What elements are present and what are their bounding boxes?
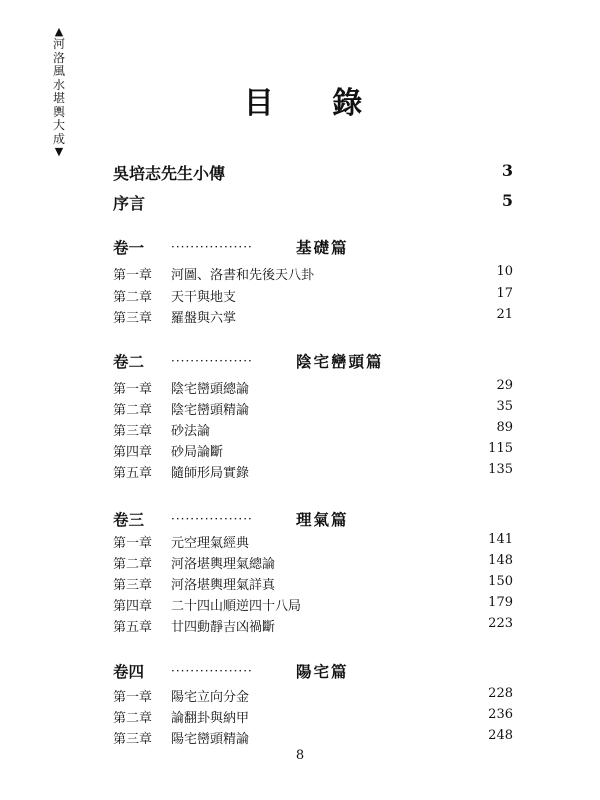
side-title-char: 大: [52, 118, 65, 132]
side-title-char: 成: [52, 131, 65, 146]
chapter-title: 陰宅巒頭精論: [171, 403, 250, 418]
chapter-title: 論翻卦與納甲: [171, 711, 250, 726]
chapter-title: 陰宅巒頭總論: [171, 382, 250, 397]
entry-page: 3: [501, 161, 513, 180]
chapter-row[interactable]: [113, 441, 513, 460]
leader-dots: ·················: [171, 354, 253, 368]
chapter-row[interactable]: [113, 378, 513, 397]
side-title-char: 河: [52, 37, 65, 51]
chapter-row[interactable]: [113, 553, 513, 572]
chapter-number: 第五章: [113, 466, 153, 481]
volume-label: 卷一: [113, 238, 145, 257]
leader-dots: ·················: [171, 240, 253, 254]
side-title-char: 堪: [52, 91, 65, 105]
entry-page: 5: [501, 191, 513, 210]
chapter-row[interactable]: [113, 595, 513, 614]
chapter-title: 河洛堪輿理氣總論: [171, 557, 276, 572]
chapter-number: 第二章: [113, 711, 153, 726]
volume-name: 陰宅巒頭篇: [296, 352, 384, 371]
chapter-page: 10: [496, 264, 513, 279]
up-triangle-icon: ▲: [54, 25, 64, 38]
chapter-row[interactable]: [113, 728, 513, 747]
chapter-title: 隨師形局實錄: [171, 466, 250, 481]
chapter-number: 第二章: [113, 403, 153, 418]
chapter-title: 羅盤與六掌: [171, 311, 237, 326]
chapter-title: 元空理氣經典: [171, 536, 250, 551]
chapter-number: 第三章: [113, 311, 153, 326]
chapter-number: 第一章: [113, 690, 153, 705]
chapter-row[interactable]: [113, 686, 513, 705]
chapter-row[interactable]: [113, 532, 513, 551]
side-title-char: 洛: [52, 50, 65, 65]
chapter-page: 21: [496, 307, 513, 322]
leader-dots: ·················: [171, 512, 253, 526]
chapter-row[interactable]: [113, 462, 513, 481]
page-number: 8: [295, 748, 305, 763]
toc-entry-biography[interactable]: [113, 161, 513, 184]
leader-dots: ·················: [171, 664, 253, 678]
chapter-page: 248: [488, 728, 513, 743]
chapter-page: 29: [496, 378, 513, 393]
down-triangle-icon: ▼: [54, 145, 64, 158]
chapter-number: 第五章: [113, 620, 153, 635]
chapter-number: 第二章: [113, 290, 153, 305]
chapter-page: 150: [488, 574, 513, 589]
chapter-page: 141: [488, 532, 513, 547]
chapter-page: 223: [488, 616, 513, 631]
toc-entry-preface[interactable]: [113, 191, 513, 214]
side-title-char: 風: [52, 64, 65, 78]
entry-title: 吳培志先生小傳: [113, 164, 226, 183]
chapter-number: 第一章: [113, 536, 153, 551]
chapter-row[interactable]: [113, 707, 513, 726]
chapter-title: 砂局論斷: [171, 445, 224, 460]
volume-heading: [113, 508, 513, 530]
chapter-row[interactable]: [113, 574, 513, 593]
chapter-title: 天干與地支: [171, 290, 237, 305]
volume-label: 卷二: [113, 352, 145, 371]
chapter-title: 廿四動靜吉凶禍斷: [171, 620, 276, 635]
volume-heading: [113, 660, 513, 682]
page-title: 目 錄: [243, 86, 387, 121]
chapter-page: 89: [496, 420, 513, 435]
chapter-row[interactable]: [113, 307, 513, 326]
chapter-row[interactable]: [113, 286, 513, 305]
chapter-row[interactable]: [113, 399, 513, 418]
chapter-number: 第三章: [113, 578, 153, 593]
entry-title: 序言: [113, 194, 146, 213]
side-title-char: 水: [52, 77, 65, 92]
volume-name: 基礎篇: [296, 238, 349, 257]
volume-heading: [113, 236, 513, 258]
chapter-page: 228: [488, 686, 513, 701]
chapter-page: 179: [488, 595, 513, 610]
chapter-page: 115: [488, 441, 513, 456]
chapter-title: 河圖、洛書和先後天八卦: [171, 268, 315, 283]
chapter-title: 河洛堪輿理氣詳真: [171, 578, 276, 593]
volume-name: 陽宅篇: [296, 662, 349, 681]
volume-heading: [113, 350, 513, 372]
chapter-row[interactable]: [113, 420, 513, 439]
chapter-page: 35: [496, 399, 513, 414]
chapter-page: 236: [488, 707, 513, 722]
chapter-row[interactable]: [113, 616, 513, 635]
volume-label: 卷四: [113, 662, 145, 681]
side-title-char: 輿: [52, 104, 65, 119]
volume-label: 卷三: [113, 510, 145, 529]
chapter-number: 第二章: [113, 557, 153, 572]
chapter-number: 第一章: [113, 268, 153, 283]
chapter-number: 第四章: [113, 599, 153, 614]
chapter-row[interactable]: [113, 264, 513, 283]
volume-name: 理氣篇: [296, 510, 349, 529]
chapter-title: 陽宅巒頭精論: [171, 732, 250, 747]
chapter-number: 第三章: [113, 732, 153, 747]
chapter-title: 砂法論: [171, 424, 211, 439]
chapter-title: 二十四山順逆四十八局: [171, 599, 302, 614]
chapter-number: 第三章: [113, 424, 153, 439]
chapter-page: 135: [488, 462, 513, 477]
chapter-page: 148: [488, 553, 513, 568]
chapter-title: 陽宅立向分金: [171, 690, 250, 705]
chapter-number: 第四章: [113, 445, 153, 460]
chapter-page: 17: [496, 286, 513, 301]
chapter-number: 第一章: [113, 382, 153, 397]
